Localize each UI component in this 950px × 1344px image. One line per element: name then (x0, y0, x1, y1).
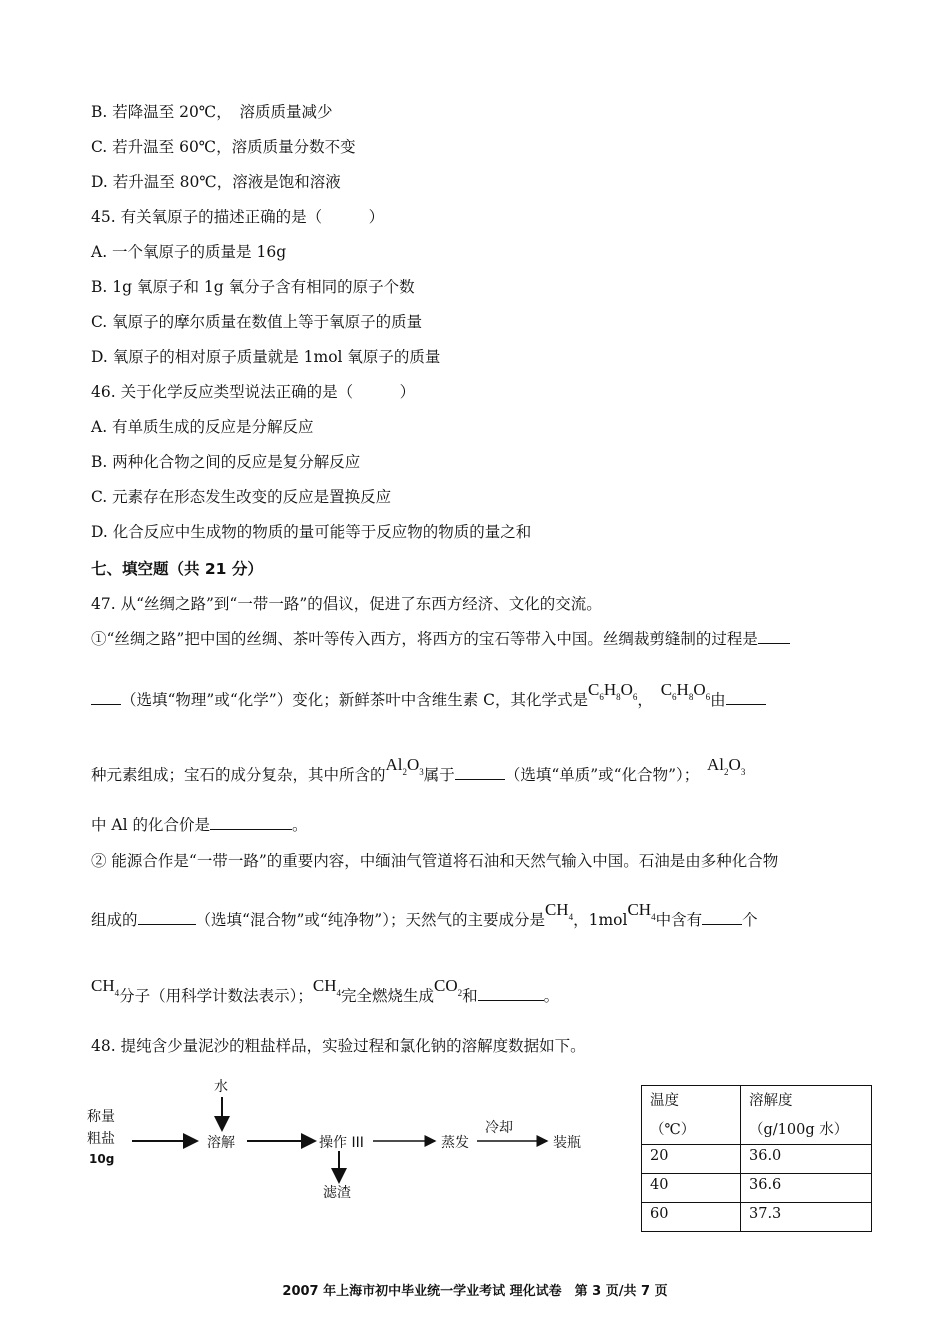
answer-blank[interactable] (758, 629, 790, 644)
question-48: 48. 提纯含少量泥沙的粗盐样品，实验过程和氯化钠的溶解度数据如下。 (91, 1037, 586, 1055)
formula-ch4: $CH_4$ (312, 976, 342, 998)
header-temperature: 温度 （℃） (642, 1086, 741, 1145)
question-47-part1-cont: （选填“物理”或“化学”）变化；新鲜茶叶中含维生素 C，其化学式是$C_6H_8O_6$， $C_6H_8O_6$由 (91, 690, 766, 712)
flow-water: 水 (214, 1079, 228, 1095)
solubility-table (641, 1085, 872, 1232)
option-b-46: B. 两种化合物之间的反应是复分解反应 (91, 453, 361, 471)
purification-flow-diagram (85, 1072, 605, 1202)
option-a-46: A. 有单质生成的反应是分解反应 (91, 418, 314, 436)
page-footer: 2007 年上海市初中毕业统一学业考试 理化试卷 第 3 页/共 7 页 (282, 1284, 668, 1299)
option-b-44: B. 若降温至 20℃， 溶质质量减少 (91, 103, 333, 121)
formula-ch4: $CH_4$ (627, 900, 656, 922)
answer-blank[interactable] (726, 690, 766, 705)
answer-blank[interactable] (702, 910, 742, 925)
question-47-part1-cont3: 中 Al 的化合价是 。 (91, 816, 308, 834)
flow-mass: 10g (89, 1152, 115, 1166)
question-47-part1-cont2: 种元素组成；宝石的成分复杂，其中所含的$Al_2O_3$属于 （选填“单质”或“化合物”）； $Al_2O_3$ (91, 755, 746, 784)
question-47: 47. 从“丝绸之路”到“一带一路”的倡议，促进了东西方经济、文化的交流。 (91, 595, 602, 613)
table-cell-solubility: 36.0 (741, 1145, 872, 1174)
question-47-part2-cont: 组成的 （选填“混合物”或“纯净物”）；天然气的主要成分是$CH_4$，1molCH$_4$中含有 个 (91, 900, 758, 929)
table-cell-temp: 60 (642, 1203, 741, 1232)
formula-al2o3: $Al_2O_3$ (385, 755, 424, 777)
option-c-46: C. 元素存在形态发生改变的反应是置换反应 (91, 488, 392, 506)
formula-ch4: $CH_4$ (91, 976, 120, 998)
option-d-46: D. 化合反应中生成物的物质的量可能等于反应物的物质的量之和 (91, 523, 532, 541)
flow-bottle: 装瓶 (553, 1135, 581, 1151)
table-cell-solubility: 36.6 (741, 1174, 872, 1203)
table-row (642, 1145, 872, 1174)
option-a-45: A. 一个氧原子的质量是 16g (91, 243, 287, 261)
formula-co2: $CO_2$ (434, 976, 463, 998)
question-47-part1: ①“丝绸之路”把中国的丝绸、茶叶等传入西方，将西方的宝石等带入中国。丝绸裁剪缝制的过程是 (91, 629, 790, 649)
formula-vitamin-c: $C_6H_8O_6$ (660, 680, 711, 702)
answer-blank[interactable] (91, 690, 121, 705)
table-cell-temp: 40 (642, 1174, 741, 1203)
question-47-part2-cont2: $CH_4$分子（用科学计数法表示）；$CH_4$完全燃烧生成$CO_2$和 。 (91, 976, 560, 1005)
flow-crude-salt: 粗盐 (87, 1131, 115, 1147)
section-heading: 七、填空题（共 21 分） (91, 560, 263, 578)
flow-cool: 冷却 (485, 1120, 513, 1136)
table-cell-solubility: 37.3 (741, 1203, 872, 1232)
answer-blank[interactable] (138, 910, 196, 925)
question-47-part2: ② 能源合作是“一带一路”的重要内容，中缅油气管道将石油和天然气输入中国。石油是由多种化合物 (91, 852, 779, 870)
answer-blank[interactable] (210, 815, 292, 830)
option-d-45: D. 氧原子的相对原子质量就是 1mol 氧原子的质量 (91, 348, 441, 366)
option-b-45: B. 1g 氧原子和 1g 氧分子含有相同的原子个数 (91, 278, 415, 296)
table-row (642, 1174, 872, 1203)
option-c-45: C. 氧原子的摩尔质量在数值上等于氧原子的质量 (91, 313, 423, 331)
answer-blank[interactable] (455, 765, 505, 780)
option-d-44: D. 若升温至 80℃，溶液是饱和溶液 (91, 173, 341, 191)
answer-blank[interactable] (478, 986, 544, 1001)
flow-operation-3: 操作 III (319, 1135, 364, 1151)
formula-vitamin-c: $C_6H_8O_6$ (588, 680, 638, 702)
table-row (642, 1203, 872, 1232)
question-46: 46. 关于化学反应类型说法正确的是（ ） (91, 383, 416, 401)
formula-ch4: $CH_4$ (544, 900, 574, 922)
header-solubility: 溶解度 （g/100g 水） (741, 1086, 872, 1145)
formula-al2o3: $Al_2O_3$ (707, 755, 746, 777)
flow-dissolve: 溶解 (207, 1135, 235, 1151)
table-header-row (642, 1086, 872, 1145)
option-c-44: C. 若升温至 60℃，溶质质量分数不变 (91, 138, 356, 156)
question-45: 45. 有关氧原子的描述正确的是（ ） (91, 208, 385, 226)
table-cell-temp: 20 (642, 1145, 741, 1174)
flow-evaporate: 蒸发 (441, 1135, 469, 1151)
flow-weigh: 称量 (87, 1109, 115, 1125)
flow-residue: 滤渣 (323, 1185, 351, 1201)
